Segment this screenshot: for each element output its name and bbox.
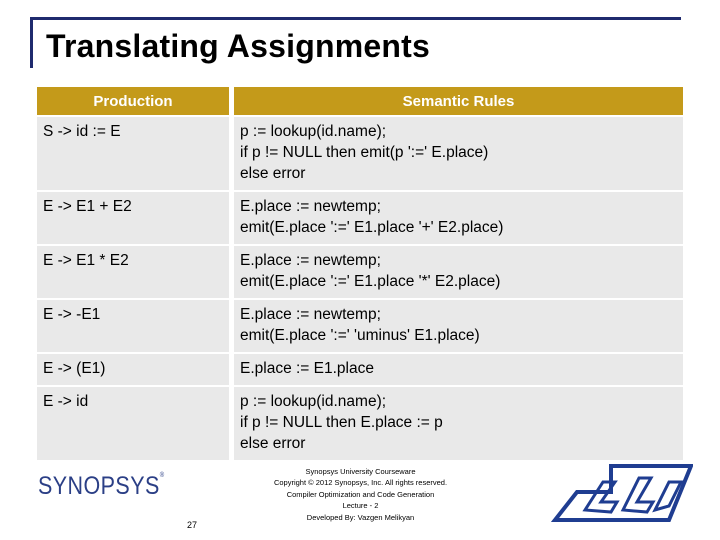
- slide-title: Translating Assignments: [46, 28, 430, 64]
- rule-line: E.place := newtemp;: [240, 306, 381, 323]
- semantic-rules-cell: [234, 385, 683, 460]
- table-row: [37, 298, 683, 352]
- rule-line: p := lookup(id.name);: [240, 123, 387, 140]
- footer-credits: [248, 466, 473, 523]
- rule-line: emit(E.place ':=' E1.place '+' E2.place): [240, 219, 504, 236]
- table-row: [37, 385, 683, 460]
- production-cell: E -> -E1: [37, 298, 234, 352]
- rule-line: p := lookup(id.name);: [240, 393, 387, 410]
- trademark-symbol: ®: [159, 472, 165, 479]
- table-row: [37, 352, 683, 385]
- production-cell: S -> id := E: [37, 115, 234, 190]
- table-row: [37, 190, 683, 244]
- credit-line: Developed By: Vazgen Melikyan: [306, 512, 415, 522]
- rule-line: E.place := newtemp;: [240, 198, 381, 215]
- semantic-rules-cell: [234, 115, 683, 190]
- semantic-rules-cell: [234, 190, 683, 244]
- rule-line: else error: [240, 435, 306, 452]
- rule-line: emit(E.place ':=' 'uminus' E1.place): [240, 327, 480, 344]
- credit-line: Lecture - 2: [342, 501, 379, 511]
- production-cell: E -> E1 + E2: [37, 190, 234, 244]
- table-row: [37, 244, 683, 298]
- rule-line: E.place := E1.place: [240, 360, 374, 377]
- credit-line: Compiler Optimization and Code Generation: [286, 489, 435, 499]
- rule-line: else error: [240, 165, 306, 182]
- column-header-semantic-rules: Semantic Rules: [234, 87, 683, 115]
- semantic-rules-cell: [234, 298, 683, 352]
- semantic-rules-table: [37, 87, 683, 460]
- credit-line: Copyright © 2012 Synopsys, Inc. All rights reserved.: [273, 478, 448, 488]
- table-header-row: [37, 87, 683, 115]
- column-header-production: Production: [37, 87, 234, 115]
- production-cell: E -> E1 * E2: [37, 244, 234, 298]
- rule-line: if p != NULL then E.place := p: [240, 414, 443, 431]
- rule-line: E.place := newtemp;: [240, 252, 381, 269]
- rule-line: emit(E.place ':=' E1.place '*' E2.place): [240, 273, 501, 290]
- page-number: 27: [187, 520, 198, 530]
- production-cell: E -> (E1): [37, 352, 234, 385]
- courseware-logo-icon: [551, 462, 693, 526]
- rule-line: if p != NULL then emit(p ':=' E.place): [240, 144, 489, 161]
- credit-line: Synopsys University Courseware: [305, 467, 416, 476]
- table-row: [37, 115, 683, 190]
- synopsys-logo-text: SYNOPSYS: [38, 472, 160, 500]
- semantic-rules-cell: [234, 352, 683, 385]
- semantic-rules-cell: [234, 244, 683, 298]
- production-cell: E -> id: [37, 385, 234, 460]
- table-body: [37, 115, 683, 460]
- synopsys-logo: [38, 472, 165, 501]
